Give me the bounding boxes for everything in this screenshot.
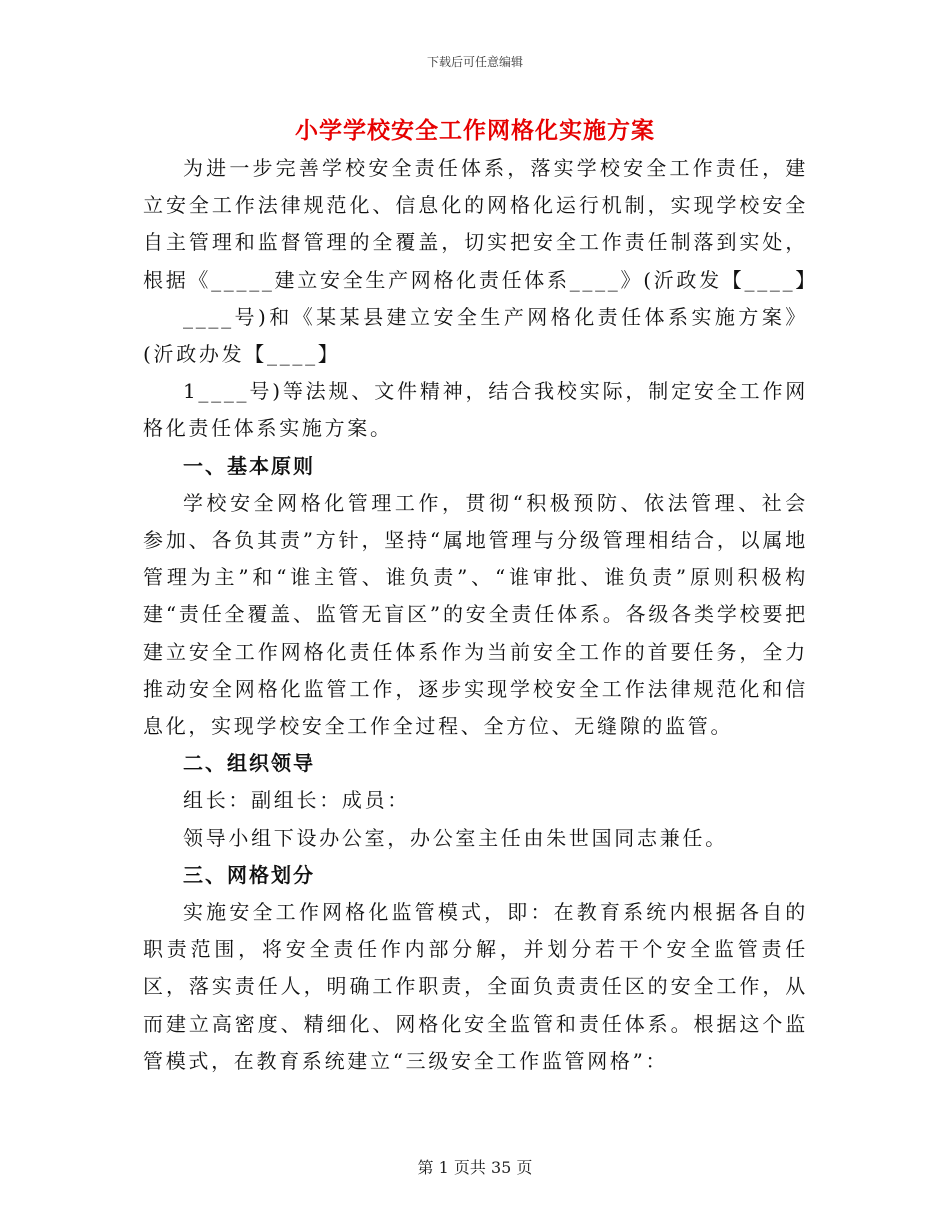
section-heading-organization: 二、组织领导 — [183, 751, 315, 776]
intro-paragraph-3: 1____号)等法规、文件精神，结合我校实际，制定安全工作网格化责任体系实施方案。 — [143, 379, 808, 441]
document-title: 小学学校安全工作网格化实施方案 — [295, 117, 655, 144]
organization-members-line: 组长：副组长：成员： — [183, 788, 410, 813]
section-heading-basic-principles: 一、基本原则 — [183, 453, 315, 478]
basic-principles-paragraph: 学校安全网格化管理工作，贯彻“积极预防、依法管理、社会参加、各负其责”方针，坚持“属地管理与分级管理相结合，以属地管理为主”和“谁主管、谁负责”、“谁审批、谁负责”原则积极构建“责任全覆盖、监管无盲区”的安全责任体系。各级各类学校要把建立安全工作网格化责任体系作为当前安全工作的首要任务，全力推动安全网格化监管工作，逐步实现学校安全工作法律规范化和信息化，实现学校安全工作全过程、全方位、无缝隙的监管。 — [143, 490, 808, 739]
section-heading-grid-division: 三、网格划分 — [183, 862, 315, 887]
grid-division-paragraph: 实施安全工作网格化监管模式，即：在教育系统内根据各自的职责范围，将安全责任作内部分解，并划分若干个安全监管责任区，落实责任人，明确工作职责，全面负责责任区的安全工作，从而建立高密度、精细化、网格化安全监管和责任体系。根据这个监管模式，在教育系统建立“三级安全工作监管网格”： — [143, 900, 808, 1073]
intro-paragraph-1: 为进一步完善学校安全责任体系，落实学校安全工作责任，建立安全工作法律规范化、信息化的网格化运行机制，实现学校安全自主管理和监督管理的全覆盖，切实把安全工作责任制落到实处，根据《_____建立安全生产网格化责任体系____》(沂政发【____】 — [143, 156, 819, 292]
organization-office-line: 领导小组下设办公室，办公室主任由朱世国同志兼任。 — [183, 825, 728, 850]
document-body — [143, 150, 819, 1080]
page-number-footer: 第 1 页共 35 页 — [417, 1158, 533, 1177]
intro-paragraph-2: ____号)和《某某县建立安全生产网格化责任体系实施方案》(沂政办发【____】 — [143, 304, 808, 367]
header-note: 下载后可任意编辑 — [426, 55, 523, 69]
